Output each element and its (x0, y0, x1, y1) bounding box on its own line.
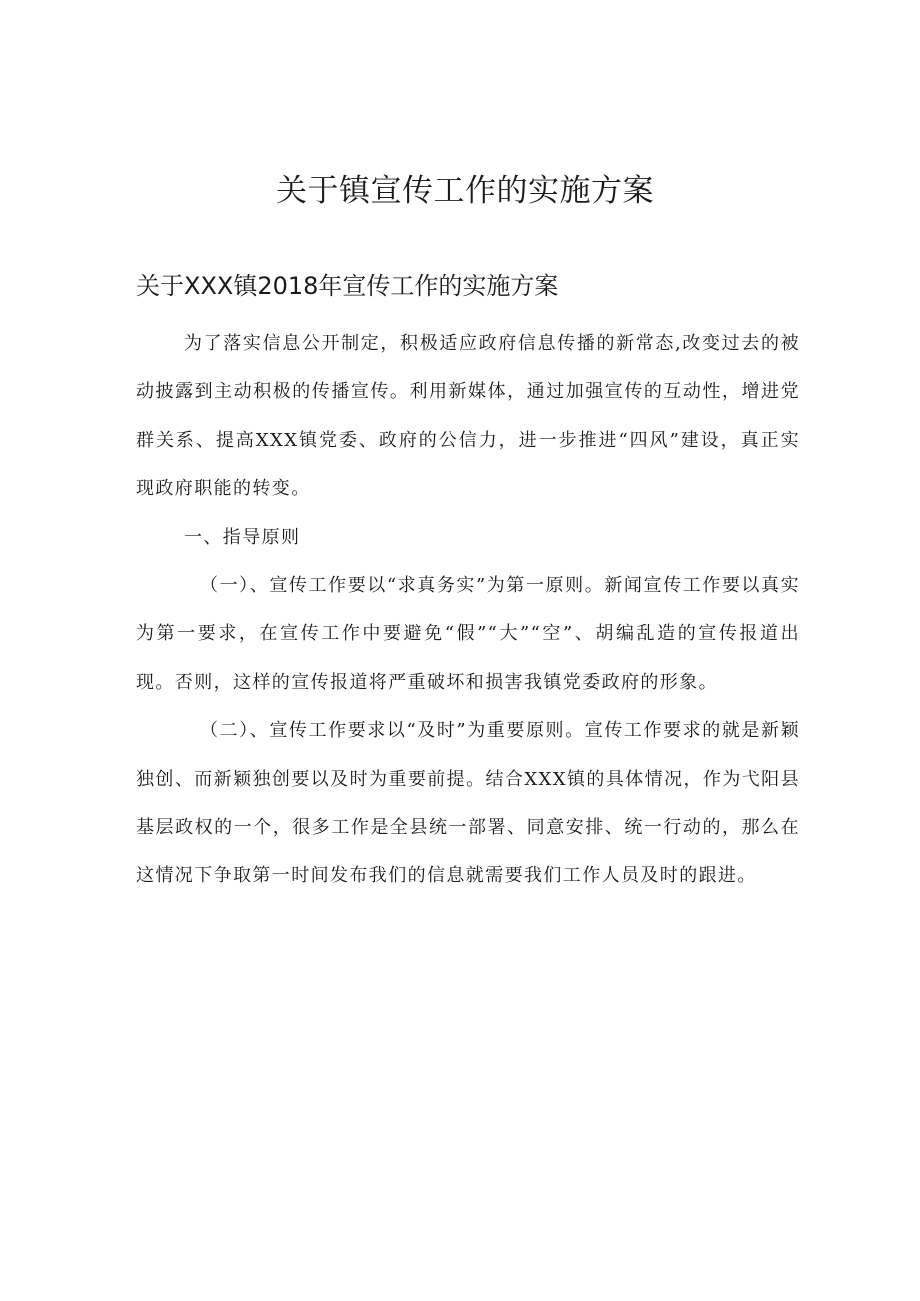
principle-paragraph-2: （二）、宣传工作要求以“及时”为重要原则。宣传工作要求的就是新颖独创、而新颖独创要以及时为重要前提。结合XXX镇的具体情况，作为弋阳县基层政权的一个，很多工作是全县统一部署、同意安排、统一行动的，那么在这情况下争取第一时间发布我们的信息就需要我们工作人员及时的跟进。 (136, 720, 800, 887)
principle-paragraph-1: （一）、宣传工作要以“求真务实”为第一原则。新闻宣传工作要以真实为第一要求，在宣传工作中要避免“假”“大”“空”、胡编乱造的宣传报道出现。否则，这样的宣传报道将严重破坏和损害我镇党委政府的形象。 (136, 575, 800, 693)
document-subtitle: 关于XXX镇2018年宣传工作的实施方案 (136, 272, 559, 300)
document-title: 关于镇宣传工作的实施方案 (276, 173, 654, 209)
intro-paragraph: 为了落实信息公开制定，积极适应政府信息传播的新常态,改变过去的被动披露到主动积极的传播宣传。利用新媒体，通过加强宣传的互动性，增进党群关系、提高XXX镇党委、政府的公信力，进一步推进“四风”建设，真正实现政府职能的转变。 (136, 333, 800, 500)
document-body (136, 320, 800, 901)
section-heading-guiding-principles: 一、指导原则 (184, 526, 301, 548)
